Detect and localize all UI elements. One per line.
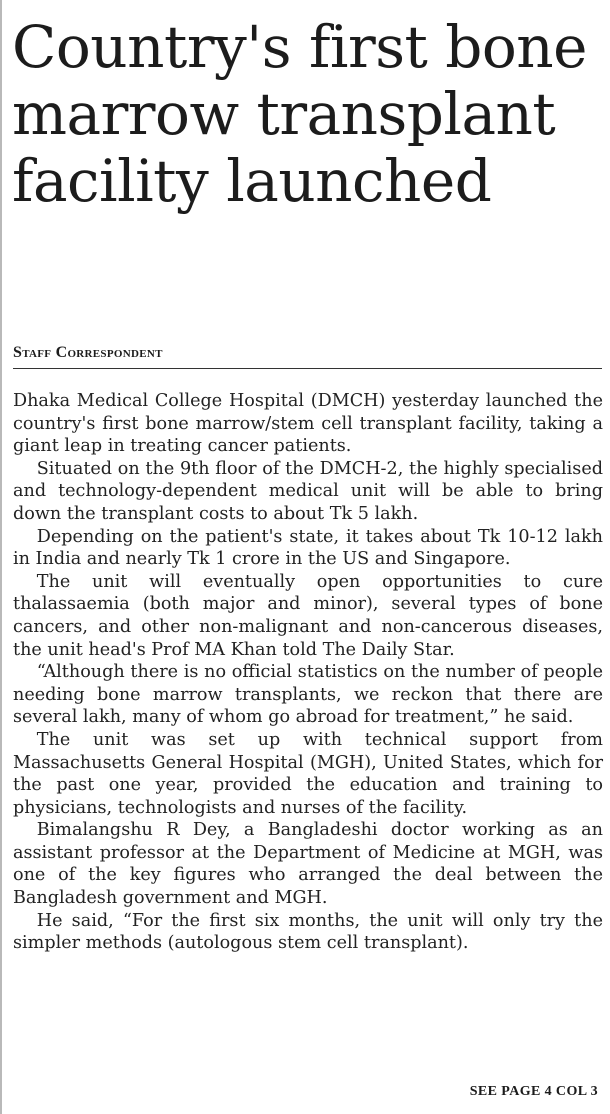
headline: Country's first bone marrow transplant facility launched bbox=[12, 13, 587, 215]
paragraph: The unit will eventually open opportunities to cure thalassaemia (both major and minor), several types of bone cancers, and other non-malignant and non-cancerous diseases, the unit head's Prof MA Khan told The Daily Star. bbox=[13, 571, 603, 660]
continuation-note: SEE PAGE 4 COL 3 bbox=[469, 1084, 598, 1099]
byline-divider bbox=[13, 368, 602, 369]
byline: Staff Correspondent bbox=[13, 344, 163, 361]
paragraph: Situated on the 9th floor of the DMCH-2, the highly specialised and technology-dependent medical unit will be able to bring down the transplant costs to about Tk 5 lakh. bbox=[13, 458, 603, 524]
paragraph: “Although there is no official statistics on the number of people needing bone marrow transplants, we reckon that there are several lakh, many of whom go abroad for treatment,” he said. bbox=[13, 662, 603, 728]
article-body bbox=[13, 390, 603, 955]
paragraph: Depending on the patient's state, it takes about Tk 10-12 lakh in India and nearly Tk 1 crore in the US and Singapore. bbox=[13, 526, 603, 570]
paragraph: The unit was set up with technical support from Massachusetts General Hospital (MGH), United States, which for the past one year, provided the education and training to physicians, technologists and nurses of the facility. bbox=[13, 729, 603, 818]
paragraph: Bimalangshu R Dey, a Bangladeshi doctor working as an assistant professor at the Department of Medicine at MGH, was one of the key figures who arranged the deal between the Bangladesh government and MGH. bbox=[13, 820, 603, 909]
paragraph: Dhaka Medical College Hospital (DMCH) yesterday launched the country's first bone marrow/stem cell transplant facility, taking a giant leap in treating cancer patients. bbox=[13, 391, 603, 457]
paragraph: He said, “For the first six months, the unit will only try the simpler methods (autologous stem cell transplant). bbox=[13, 910, 603, 954]
